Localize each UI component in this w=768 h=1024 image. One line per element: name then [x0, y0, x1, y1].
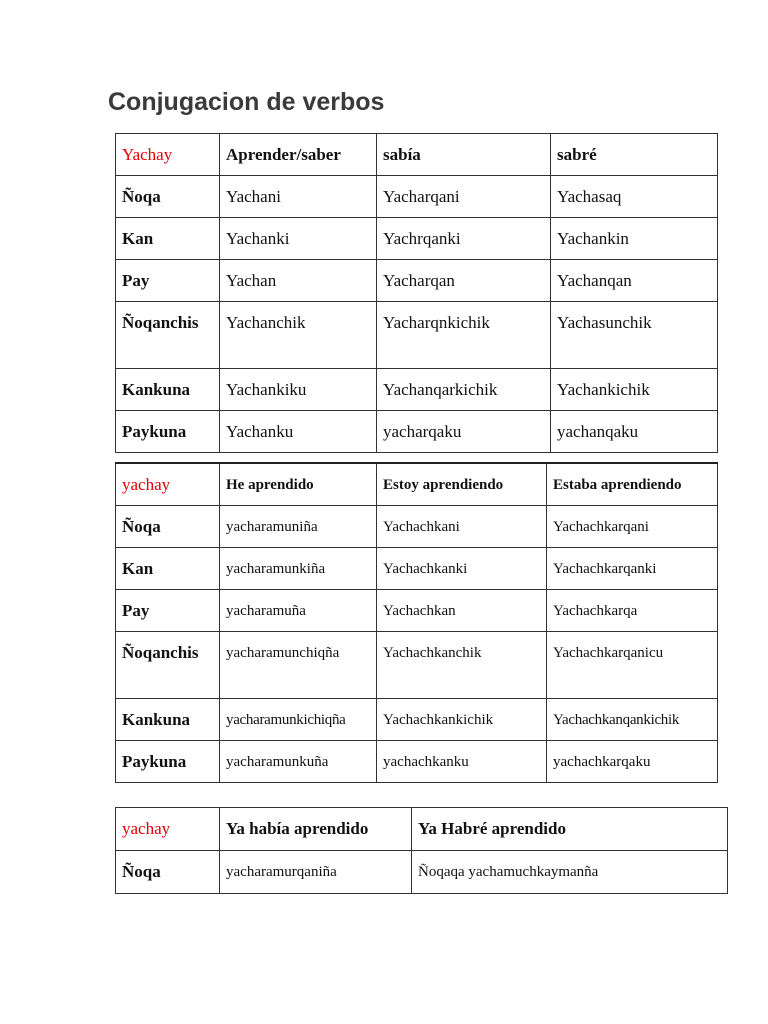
table-cell: Yachachkanqankichik — [547, 698, 718, 740]
header-cell: Ya había aprendido — [220, 808, 412, 851]
table-row — [116, 589, 718, 631]
table-cell: Yachanku — [220, 411, 377, 453]
table-cell: Yachachkarqa — [547, 589, 718, 631]
header-cell: Aprender/saber — [220, 134, 377, 176]
conjugation-table-past-perfect — [115, 807, 728, 894]
table-header-row — [116, 134, 718, 176]
page-title: Conjugacion de verbos — [108, 88, 385, 116]
header-cell: sabía — [377, 134, 551, 176]
table-cell: yacharamunkuña — [220, 740, 377, 782]
table-cell: yachachkarqaku — [547, 740, 718, 782]
table-cell: Yachasunchik — [551, 302, 718, 369]
table-cell: Yachachkan — [377, 589, 547, 631]
table-cell: Yachani — [220, 176, 377, 218]
pronoun-cell: Paykuna — [116, 740, 220, 782]
table-cell: Yachrqanki — [377, 218, 551, 260]
table-row — [116, 547, 718, 589]
table-cell: yacharamurqaniña — [220, 851, 412, 894]
table-cell: Yachachkarqanicu — [547, 631, 718, 698]
pronoun-cell: Ñoqa — [116, 505, 220, 547]
table-cell: Yachachkankichik — [377, 698, 547, 740]
conjugation-table-present — [115, 133, 718, 453]
verb-cell: yachay — [116, 808, 220, 851]
table-row — [116, 851, 728, 894]
table-cell: Yachanki — [220, 218, 377, 260]
header-cell: He aprendido — [220, 463, 377, 505]
table-cell: Yachankichik — [551, 369, 718, 411]
table-row — [116, 631, 718, 698]
table-cell: yacharamuniña — [220, 505, 377, 547]
header-cell: Estaba aprendiendo — [547, 463, 718, 505]
conjugation-table-progressive — [115, 462, 718, 783]
table-cell: Yachanchik — [220, 302, 377, 369]
header-cell: sabré — [551, 134, 718, 176]
table-row — [116, 411, 718, 453]
pronoun-cell: Pay — [116, 260, 220, 302]
header-cell: Ya Habré aprendido — [412, 808, 728, 851]
table-cell: yacharamunkiña — [220, 547, 377, 589]
table-row — [116, 698, 718, 740]
table-cell: Ñoqaqa yachamuchkaymanña — [412, 851, 728, 894]
table-header-row — [116, 808, 728, 851]
table-cell: yacharamunkichiqña — [220, 698, 377, 740]
table-row — [116, 369, 718, 411]
pronoun-cell: Kankuna — [116, 369, 220, 411]
pronoun-cell: Ñoqa — [116, 176, 220, 218]
table-cell: Yachachkarqani — [547, 505, 718, 547]
pronoun-cell: Kankuna — [116, 698, 220, 740]
table-cell: Yachan — [220, 260, 377, 302]
table-cell: yachachkanku — [377, 740, 547, 782]
pronoun-cell: Ñoqanchis — [116, 631, 220, 698]
table-cell: Yachasaq — [551, 176, 718, 218]
table-row — [116, 740, 718, 782]
table-cell: Yacharqan — [377, 260, 551, 302]
table-row — [116, 176, 718, 218]
pronoun-cell: Ñoqanchis — [116, 302, 220, 369]
verb-cell: yachay — [116, 463, 220, 505]
verb-cell: Yachay — [116, 134, 220, 176]
table-row — [116, 218, 718, 260]
table-cell: yachanqaku — [551, 411, 718, 453]
table-cell: Yachankin — [551, 218, 718, 260]
table-cell: Yacharqani — [377, 176, 551, 218]
table-cell: Yachachkani — [377, 505, 547, 547]
table-row — [116, 260, 718, 302]
table-row — [116, 302, 718, 369]
pronoun-cell: Pay — [116, 589, 220, 631]
header-cell: Estoy aprendiendo — [377, 463, 547, 505]
table-cell: Yachankiku — [220, 369, 377, 411]
table-header-row — [116, 463, 718, 505]
table-cell: Yachachkarqanki — [547, 547, 718, 589]
table-cell: yacharqaku — [377, 411, 551, 453]
pronoun-cell: Kan — [116, 218, 220, 260]
pronoun-cell: Ñoqa — [116, 851, 220, 894]
table-cell: yacharamunchiqña — [220, 631, 377, 698]
table-cell: yacharamuña — [220, 589, 377, 631]
pronoun-cell: Paykuna — [116, 411, 220, 453]
table-cell: Yachachkanki — [377, 547, 547, 589]
table-row — [116, 505, 718, 547]
pronoun-cell: Kan — [116, 547, 220, 589]
table-cell: Yachanqarkichik — [377, 369, 551, 411]
table-cell: Yachanqan — [551, 260, 718, 302]
table-cell: Yachachkanchik — [377, 631, 547, 698]
table-cell: Yacharqnkichik — [377, 302, 551, 369]
